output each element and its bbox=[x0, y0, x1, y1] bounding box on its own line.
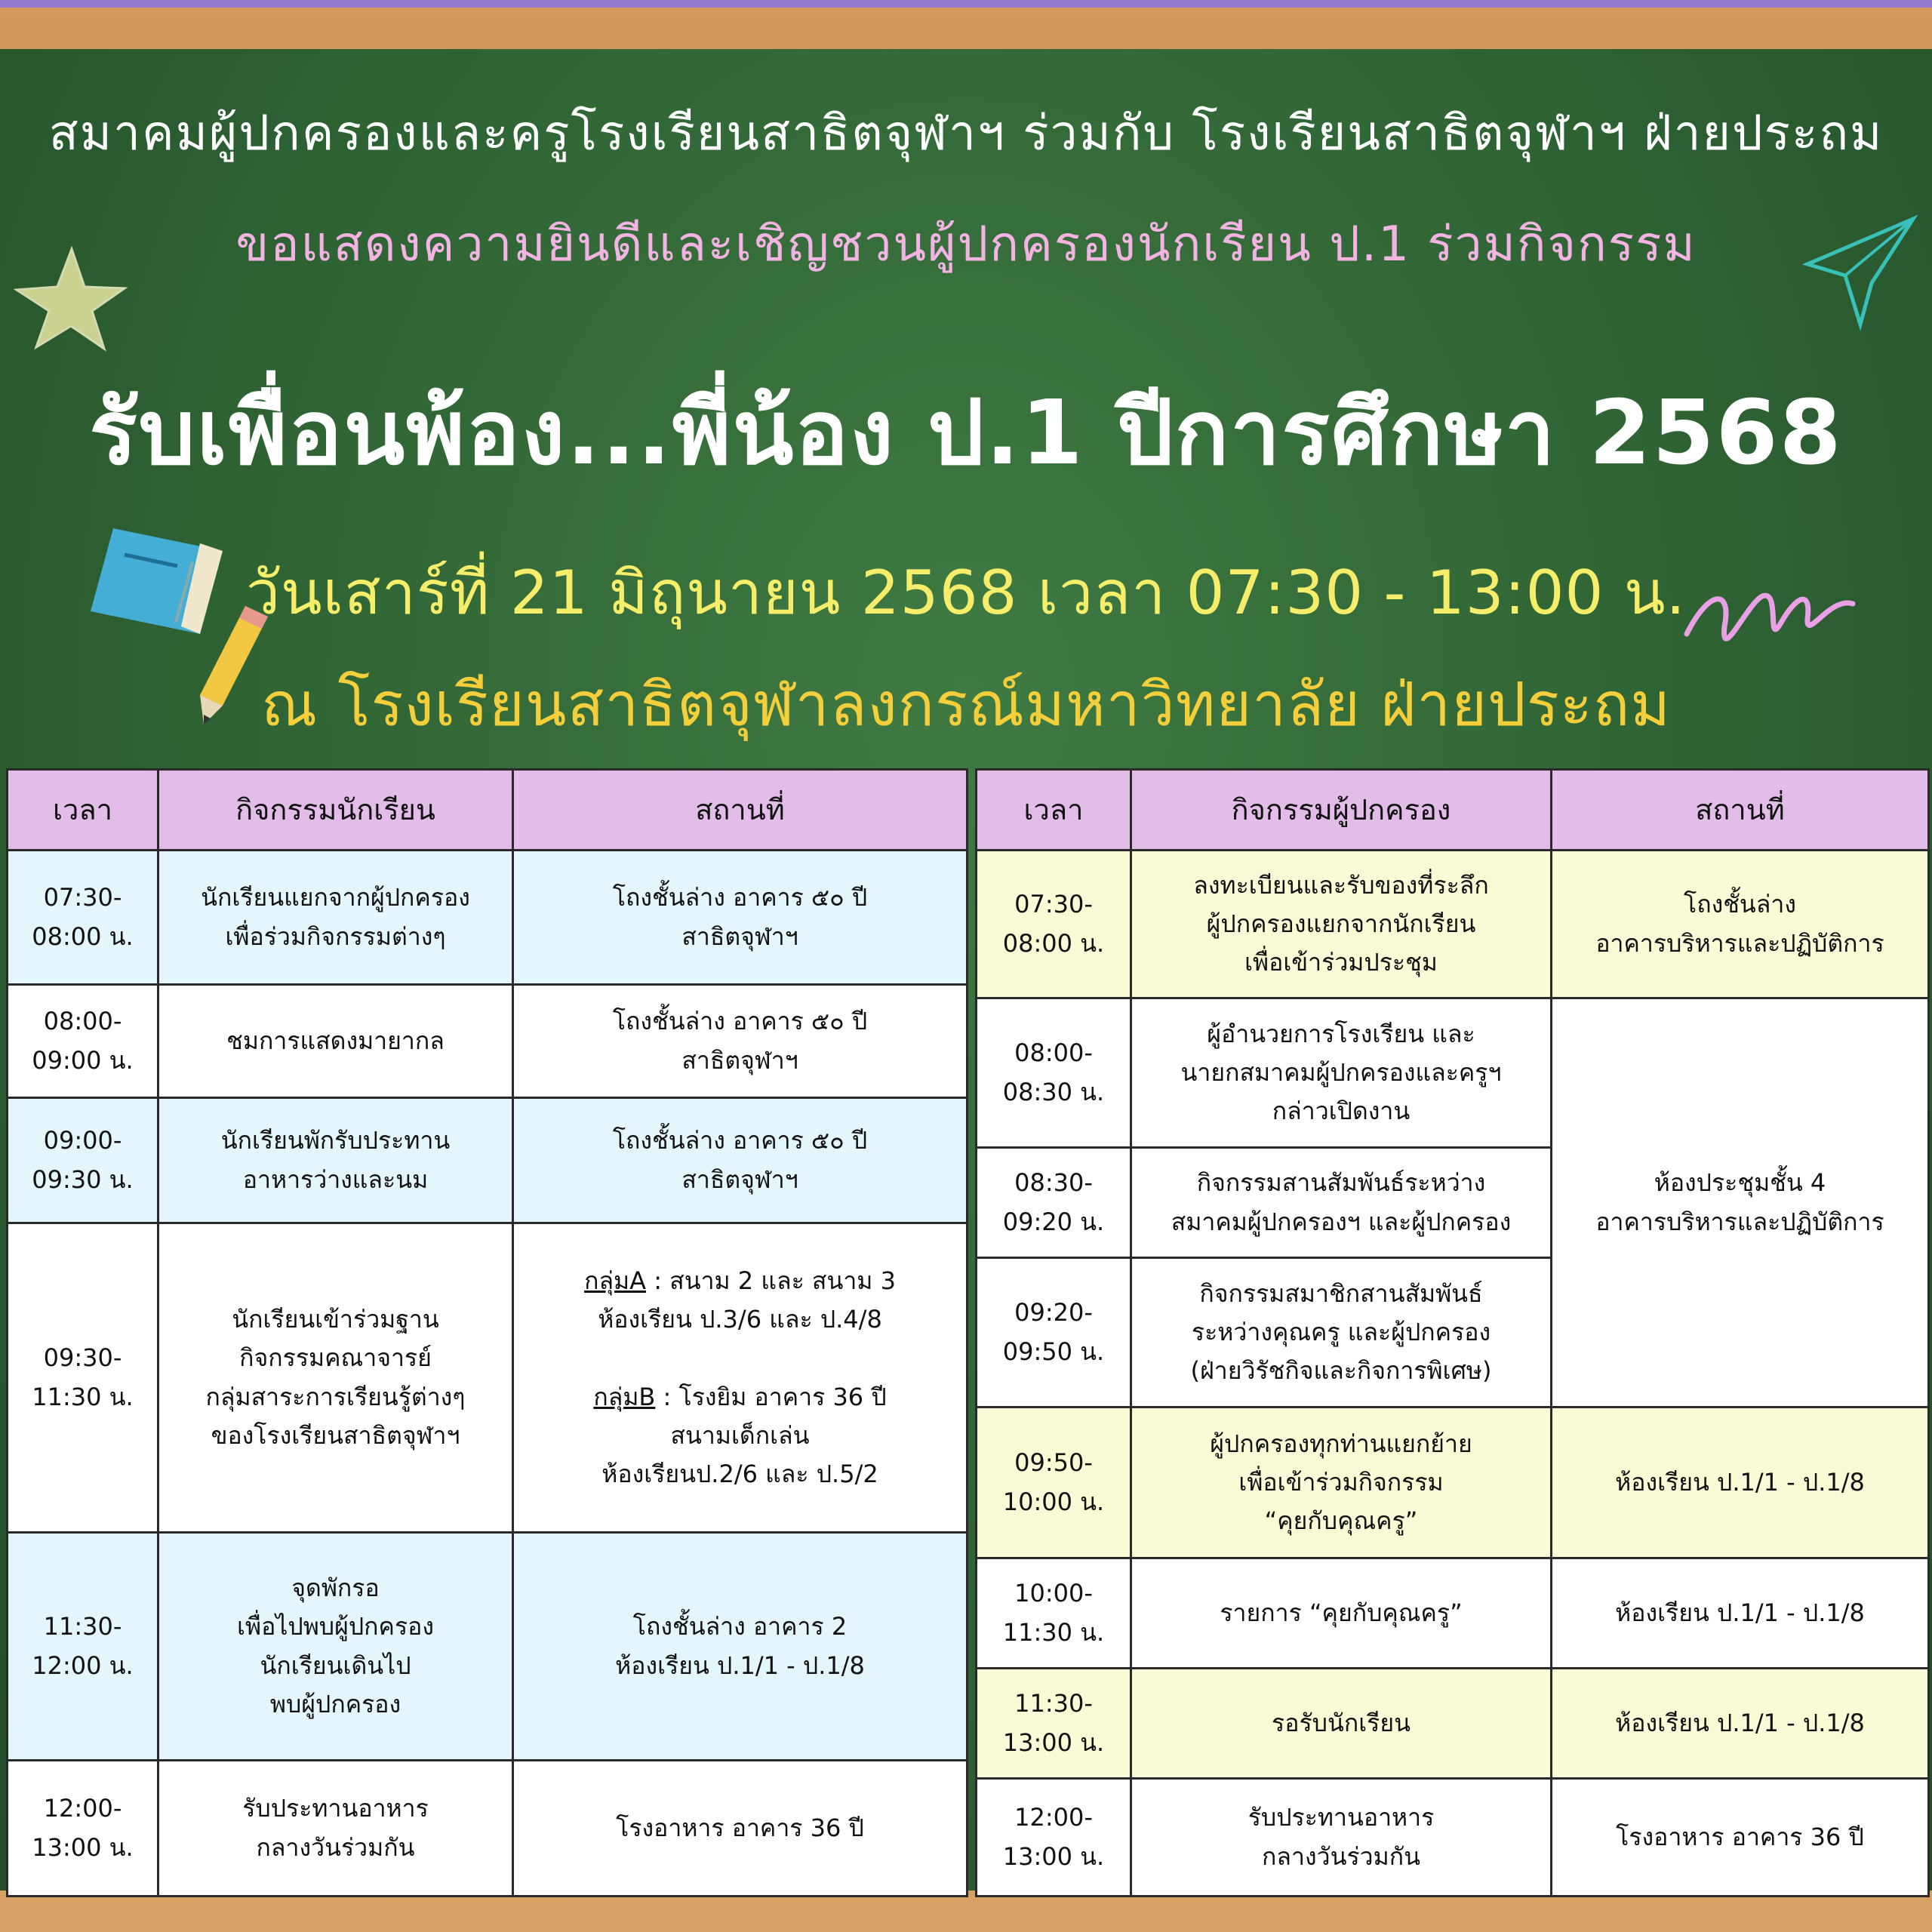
table-row bbox=[8, 1223, 968, 1533]
activity-cell: กิจกรรมสมาชิกสานสัมพันธ์ ระหว่างคุณครู และผู้ปกครอง (ฝ่ายวิรัชกิจและกิจการพิเศษ) bbox=[1131, 1258, 1552, 1407]
group-a-label: กลุ่มA bbox=[584, 1266, 647, 1295]
time-cell: 08:30- 09:20 น. bbox=[977, 1148, 1131, 1258]
time-cell: 08:00- 09:00 น. bbox=[8, 985, 158, 1098]
place-cell: โถงชั้นล่าง อาคารบริหารและปฏิบัติการ bbox=[1552, 851, 1929, 998]
table-row bbox=[8, 1533, 968, 1761]
time-cell: 07:30- 08:00 น. bbox=[8, 851, 158, 985]
page-title: รับเพื่อนพ้อง...พี่น้อง ป.1 ปีการศึกษา 2568 bbox=[89, 380, 1843, 485]
time-cell: 09:50- 10:00 น. bbox=[977, 1407, 1131, 1558]
header-time: เวลา bbox=[8, 770, 158, 851]
time-cell: 11:30- 13:00 น. bbox=[977, 1669, 1131, 1779]
activity-cell: นักเรียนแยกจากผู้ปกครอง เพื่อร่วมกิจกรรมต่างๆ bbox=[158, 851, 513, 985]
activity-cell: จุดพักรอ เพื่อไปพบผู้ปกครอง นักเรียนเดินไป พบผู้ปกครอง bbox=[158, 1533, 513, 1761]
invitation-line: ขอแสดงความยินดีและเชิญชวนผู้ปกครองนักเรียน ป.1 ร่วมกิจกรรม bbox=[235, 217, 1697, 272]
table-row bbox=[977, 1669, 1929, 1779]
time-cell: 07:30- 08:00 น. bbox=[977, 851, 1131, 998]
header-place: สถานที่ bbox=[1552, 770, 1929, 851]
student-schedule-table bbox=[6, 768, 968, 1897]
place-cell: โรงอาหาร อาคาร 36 ปี bbox=[1552, 1779, 1929, 1897]
event-venue: ณ โรงเรียนสาธิตจุฬาลงกรณ์มหาวิทยาลัย ฝ่ายประถม bbox=[261, 669, 1671, 740]
organizer-line: สมาคมผู้ปกครองและครูโรงเรียนสาธิตจุฬาฯ ร่วมกับ โรงเรียนสาธิตจุฬาฯ ฝ่ายประถม bbox=[48, 106, 1884, 162]
header-place: สถานที่ bbox=[513, 770, 968, 851]
table-row bbox=[977, 1558, 1929, 1669]
place-cell: กลุ่มA : สนาม 2 และ สนาม 3 ห้องเรียน ป.3/6 และ ป.4/8 กลุ่มB : โรงยิม อาคาร 36 ปี สนามเด็กเล่น ห้องเรียนป.2/6 และ ป.5/2 bbox=[513, 1223, 968, 1533]
place-cell: โถงชั้นล่าง อาคาร ๕๐ ปี สาธิตจุฬาฯ bbox=[513, 851, 968, 985]
table-row bbox=[977, 1779, 1929, 1897]
header-activity: กิจกรรมนักเรียน bbox=[158, 770, 513, 851]
place-cell: ห้องเรียน ป.1/1 - ป.1/8 bbox=[1552, 1558, 1929, 1669]
header-activity: กิจกรรมผู้ปกครอง bbox=[1131, 770, 1552, 851]
place-cell: ห้องเรียน ป.1/1 - ป.1/8 bbox=[1552, 1407, 1929, 1558]
table-row bbox=[8, 851, 968, 985]
table-header-row bbox=[977, 770, 1929, 851]
activity-cell: รับประทานอาหาร กลางวันร่วมกัน bbox=[158, 1761, 513, 1897]
table-row bbox=[8, 1098, 968, 1223]
time-cell: 11:30- 12:00 น. bbox=[8, 1533, 158, 1761]
table-row bbox=[977, 851, 1929, 998]
event-date: วันเสาร์ที่ 21 มิถุนายน 2568 เวลา 07:30 - 13:00 น. bbox=[246, 558, 1686, 628]
place-cell: ห้องเรียน ป.1/1 - ป.1/8 bbox=[1552, 1669, 1929, 1779]
table-row bbox=[8, 985, 968, 1098]
time-cell: 09:30- 11:30 น. bbox=[8, 1223, 158, 1533]
place-cell: ห้องประชุมชั้น 4 อาคารบริหารและปฏิบัติการ bbox=[1552, 998, 1929, 1407]
activity-cell: นักเรียนเข้าร่วมฐาน กิจกรรมคณาจารย์ กลุ่มสาระการเรียนรู้ต่างๆ ของโรงเรียนสาธิตจุฬาฯ bbox=[158, 1223, 513, 1533]
table-row bbox=[977, 998, 1929, 1148]
activity-cell: ชมการแสดงมายากล bbox=[158, 985, 513, 1098]
group-b-label: กลุ่มB bbox=[593, 1382, 656, 1411]
activity-cell: รายการ “คุยกับคุณครู” bbox=[1131, 1558, 1552, 1669]
activity-cell: ผู้อำนวยการโรงเรียน และ นายกสมาคมผู้ปกครองและครูฯ กล่าวเปิดงาน bbox=[1131, 998, 1552, 1148]
place-cell: โถงชั้นล่าง อาคาร 2 ห้องเรียน ป.1/1 - ป.1/8 bbox=[513, 1533, 968, 1761]
place-cell: โถงชั้นล่าง อาคาร ๕๐ ปี สาธิตจุฬาฯ bbox=[513, 1098, 968, 1223]
place-cell: โรงอาหาร อาคาร 36 ปี bbox=[513, 1761, 968, 1897]
activity-cell: รับประทานอาหาร กลางวันร่วมกัน bbox=[1131, 1779, 1552, 1897]
header-time: เวลา bbox=[977, 770, 1131, 851]
table-row bbox=[977, 1407, 1929, 1558]
table-header-row bbox=[8, 770, 968, 851]
activity-cell: นักเรียนพักรับประทาน อาหารว่างและนม bbox=[158, 1098, 513, 1223]
time-cell: 09:20- 09:50 น. bbox=[977, 1258, 1131, 1407]
time-cell: 08:00- 08:30 น. bbox=[977, 998, 1131, 1148]
place-cell: โถงชั้นล่าง อาคาร ๕๐ ปี สาธิตจุฬาฯ bbox=[513, 985, 968, 1098]
activity-cell: ผู้ปกครองทุกท่านแยกย้าย เพื่อเข้าร่วมกิจกรรม “คุยกับคุณครู” bbox=[1131, 1407, 1552, 1558]
activity-cell: กิจกรรมสานสัมพันธ์ระหว่าง สมาคมผู้ปกครองฯ และผู้ปกครอง bbox=[1131, 1148, 1552, 1258]
time-cell: 12:00- 13:00 น. bbox=[8, 1761, 158, 1897]
parent-schedule-table bbox=[975, 768, 1930, 1897]
time-cell: 12:00- 13:00 น. bbox=[977, 1779, 1131, 1897]
top-strip bbox=[0, 0, 1932, 8]
activity-cell: ลงทะเบียนและรับของที่ระลึก ผู้ปกครองแยกจากนักเรียน เพื่อเข้าร่วมประชุม bbox=[1131, 851, 1552, 998]
table-row bbox=[8, 1761, 968, 1897]
time-cell: 09:00- 09:30 น. bbox=[8, 1098, 158, 1223]
time-cell: 10:00- 11:30 น. bbox=[977, 1558, 1131, 1669]
activity-cell: รอรับนักเรียน bbox=[1131, 1669, 1552, 1779]
